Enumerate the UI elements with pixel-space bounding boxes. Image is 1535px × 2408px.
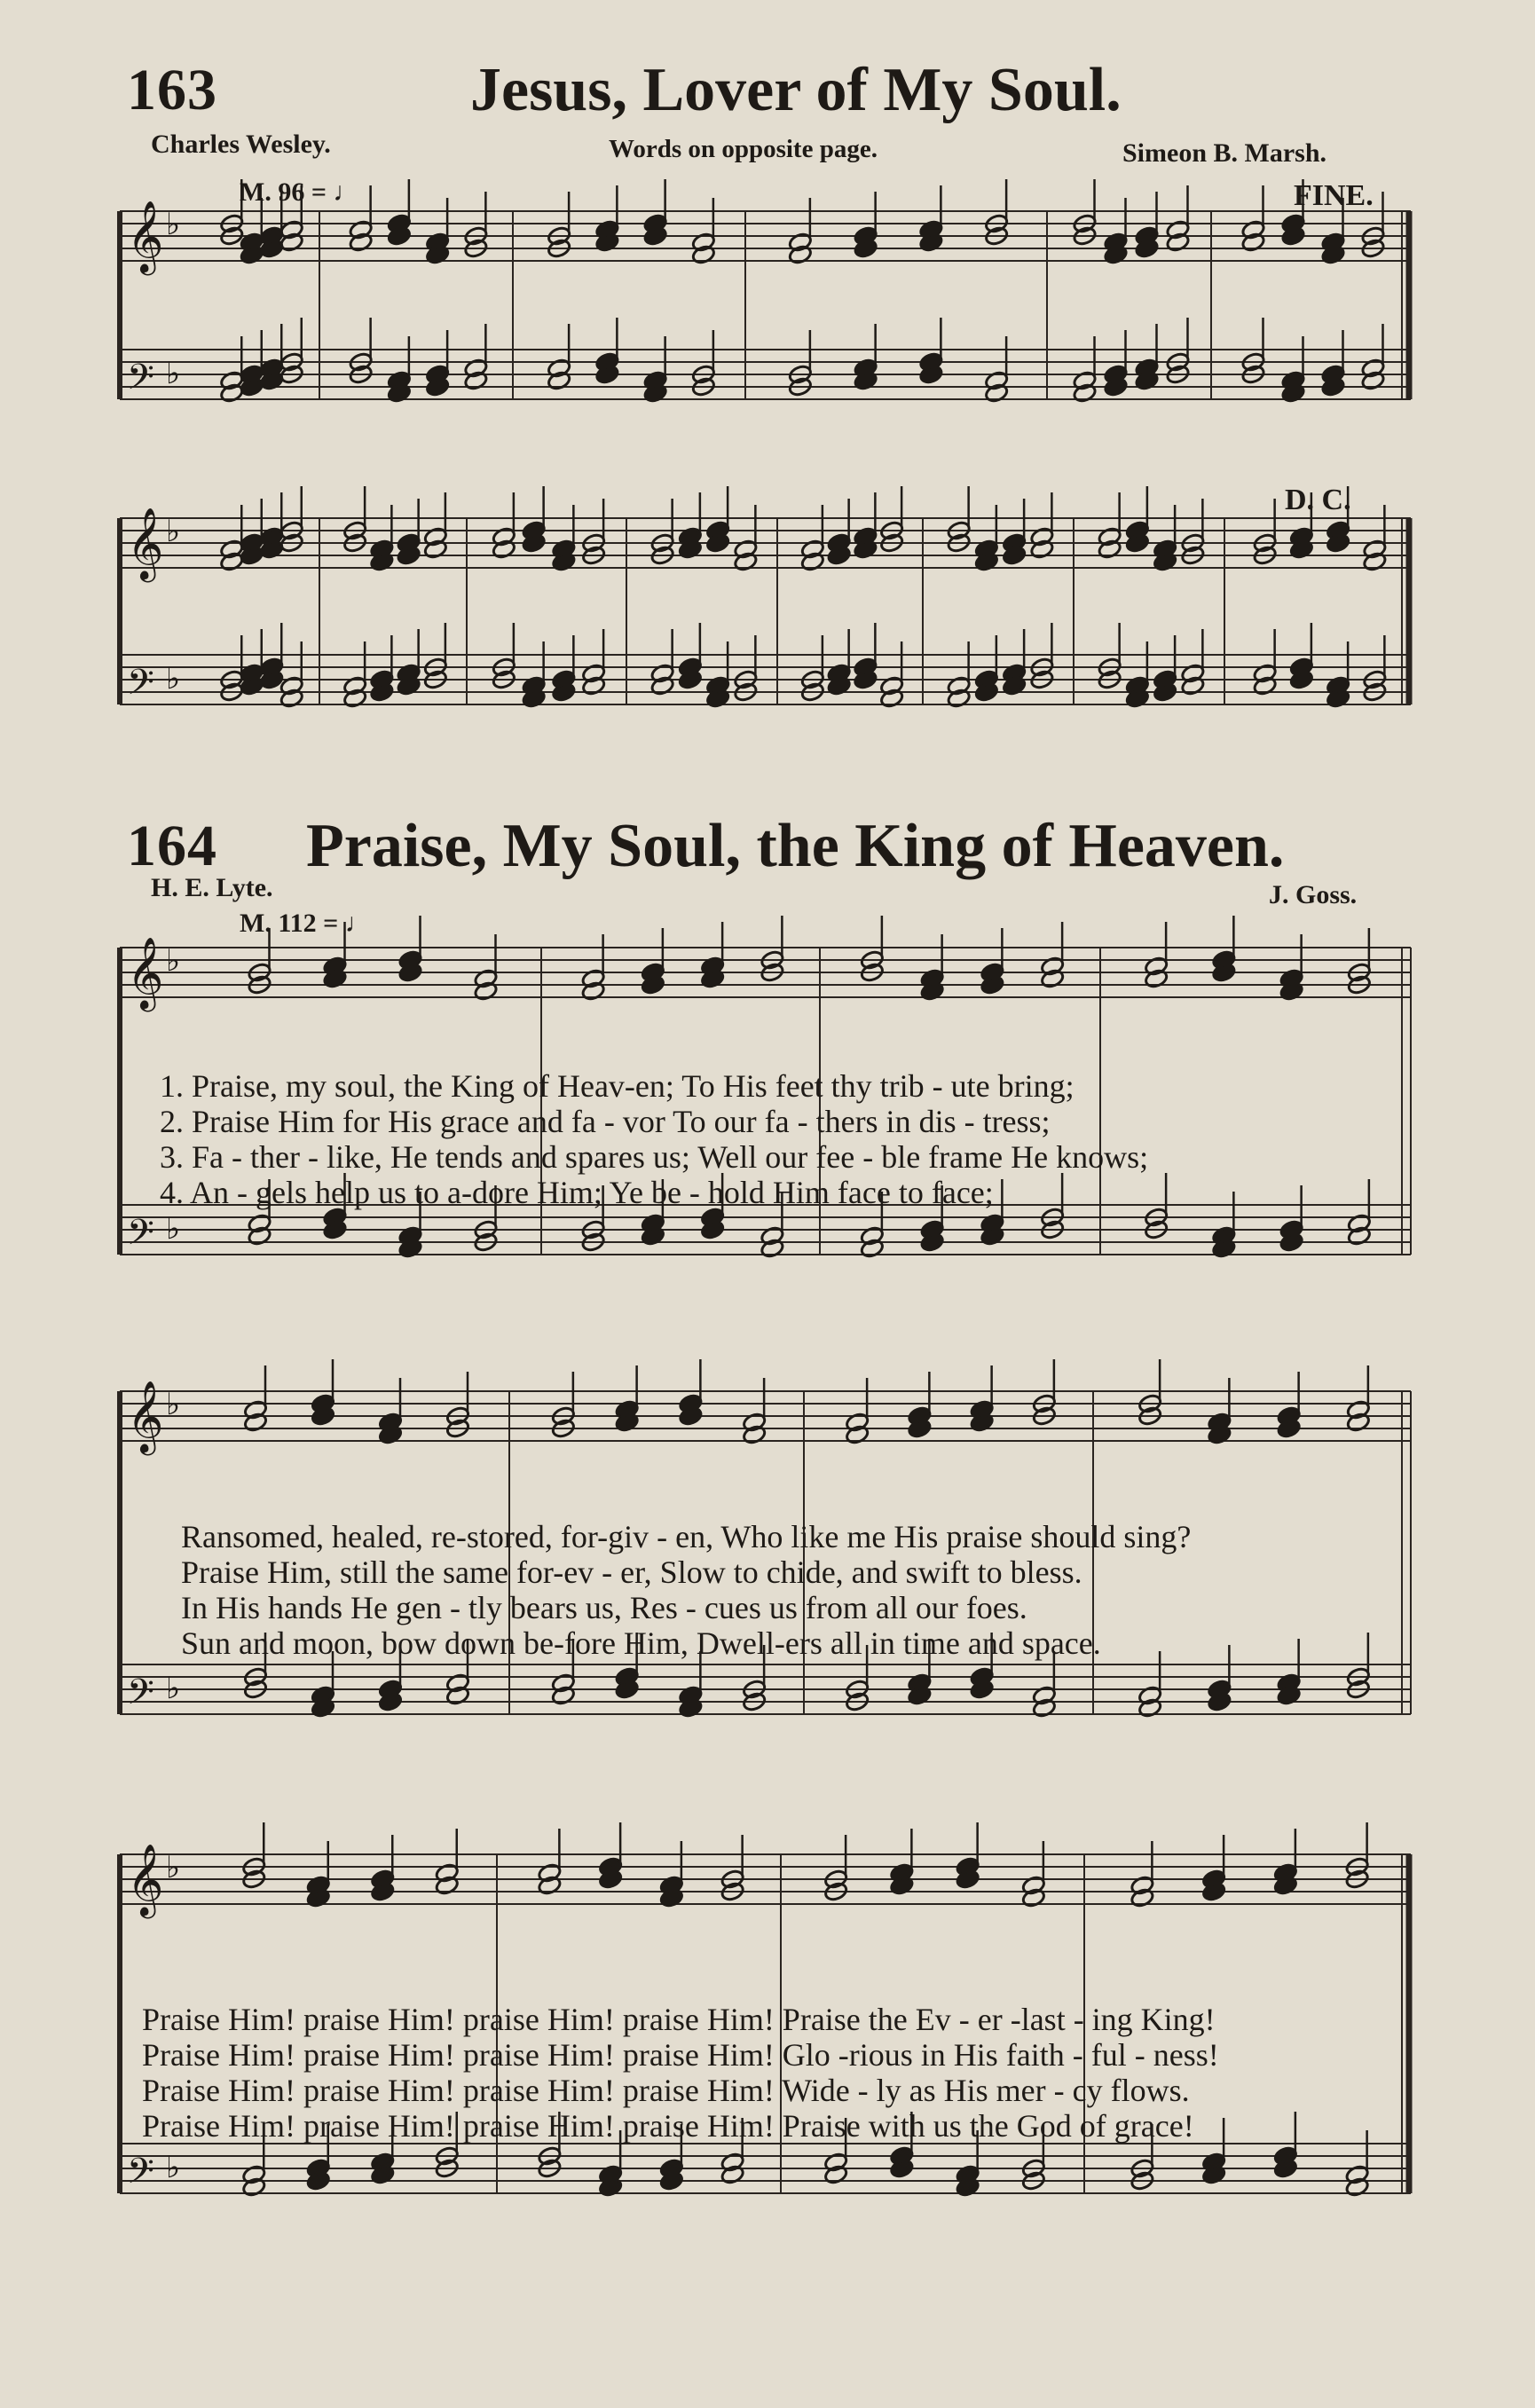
verse-4-line-3: Praise Him! praise Him! praise Him! praise Him! Praise with us the God of grace! xyxy=(142,2108,1194,2144)
music-system xyxy=(120,486,1411,712)
hymn-163-number: 163 xyxy=(127,58,217,122)
svg-text:♭: ♭ xyxy=(166,514,181,549)
hymn-163-title: Jesus, Lover of My Soul. xyxy=(470,56,1122,124)
svg-text:𝄢: 𝄢 xyxy=(127,662,154,712)
svg-text:♭: ♭ xyxy=(166,356,181,391)
dc-marking: D. C. xyxy=(1285,484,1351,516)
verse-3-line-1: 3. Fa - ther - like, He tends and spares us; Well our fee - ble frame He knows; xyxy=(160,1139,1149,1175)
fine-marking: FINE. xyxy=(1294,179,1374,212)
hymn-164-metronome: M. 112 = ♩ xyxy=(240,909,372,938)
svg-text:𝄞: 𝄞 xyxy=(127,936,164,1009)
svg-text:𝄢: 𝄢 xyxy=(127,357,154,406)
verse-2-line-3: Praise Him! praise Him! praise Him! praise Him! Glo -rious in His faith - ful - ness! xyxy=(142,2037,1219,2073)
hymn-163-composer: Simeon B. Marsh. xyxy=(1122,138,1327,168)
verse-2-line-1: 2. Praise Him for His grace and fa - vor To our fa - thers in dis - tress; xyxy=(160,1104,1051,1139)
verse-4-line-2: Sun and moon, bow down be-fore Him, Dwell-ers all in time and space. xyxy=(181,1625,1101,1661)
verse-2-line-2: Praise Him, still the same for-ev - er, Slow to chide, and swift to bless. xyxy=(181,1554,1082,1590)
verse-3-line-3: Praise Him! praise Him! praise Him! praise Him! Wide - ly as His mer - cy flows. xyxy=(142,2073,1190,2108)
verse-1-line-3: Praise Him! praise Him! praise Him! praise Him! Praise the Ev - er -last - ing King! xyxy=(142,2002,1216,2037)
hymn-164-title: Praise, My Soul, the King of Heaven. xyxy=(306,812,1285,880)
hymn-164-composer: J. Goss. xyxy=(1269,880,1358,909)
verse-1-line-2: Ransomed, healed, re-stored, for-giv - en, Who like me His praise should sing? xyxy=(181,1519,1192,1554)
lyrics-line-1 xyxy=(140,1068,1400,1210)
svg-text:𝄞: 𝄞 xyxy=(127,1843,164,1916)
svg-text:♭: ♭ xyxy=(166,1671,181,1706)
hymn-164-number: 164 xyxy=(127,814,217,878)
svg-text:𝄞: 𝄞 xyxy=(127,200,164,272)
lyrics-line-2 xyxy=(140,1519,1400,1661)
hymn-163-author: Charles Wesley. xyxy=(151,130,331,159)
hymn-163-metronome: M. 96 = ♩ xyxy=(240,177,360,207)
svg-text:♭: ♭ xyxy=(166,661,181,696)
verse-3-line-2: In His hands He gen - tly bears us, Res - cues us from all our foes. xyxy=(181,1590,1027,1625)
svg-text:♭: ♭ xyxy=(166,207,181,242)
svg-text:𝄢: 𝄢 xyxy=(127,1212,154,1262)
svg-text:♭: ♭ xyxy=(166,1850,181,1885)
svg-text:𝄞: 𝄞 xyxy=(127,1380,164,1452)
svg-text:𝄞: 𝄞 xyxy=(127,507,164,579)
svg-text:𝄢: 𝄢 xyxy=(127,2151,154,2200)
svg-text:♭: ♭ xyxy=(166,2150,181,2185)
verse-4-line-1: 4. An - gels help us to a-dore Him; Ye be - hold Him face to face; xyxy=(160,1175,994,1210)
lyrics-line-3 xyxy=(140,2002,1400,2144)
svg-text:𝄢: 𝄢 xyxy=(127,1672,154,1721)
svg-text:♭: ♭ xyxy=(166,1211,181,1247)
verse-1-line-1: 1. Praise, my soul, the King of Heav-en; To His feet thy trib - ute bring; xyxy=(160,1068,1074,1104)
hymn-164-author: H. E. Lyte. xyxy=(151,873,273,902)
music-system xyxy=(120,179,1411,406)
hymn-163-words-note: Words on opposite page. xyxy=(609,135,878,163)
svg-text:♭: ♭ xyxy=(166,1387,181,1422)
svg-text:♭: ♭ xyxy=(166,943,181,979)
